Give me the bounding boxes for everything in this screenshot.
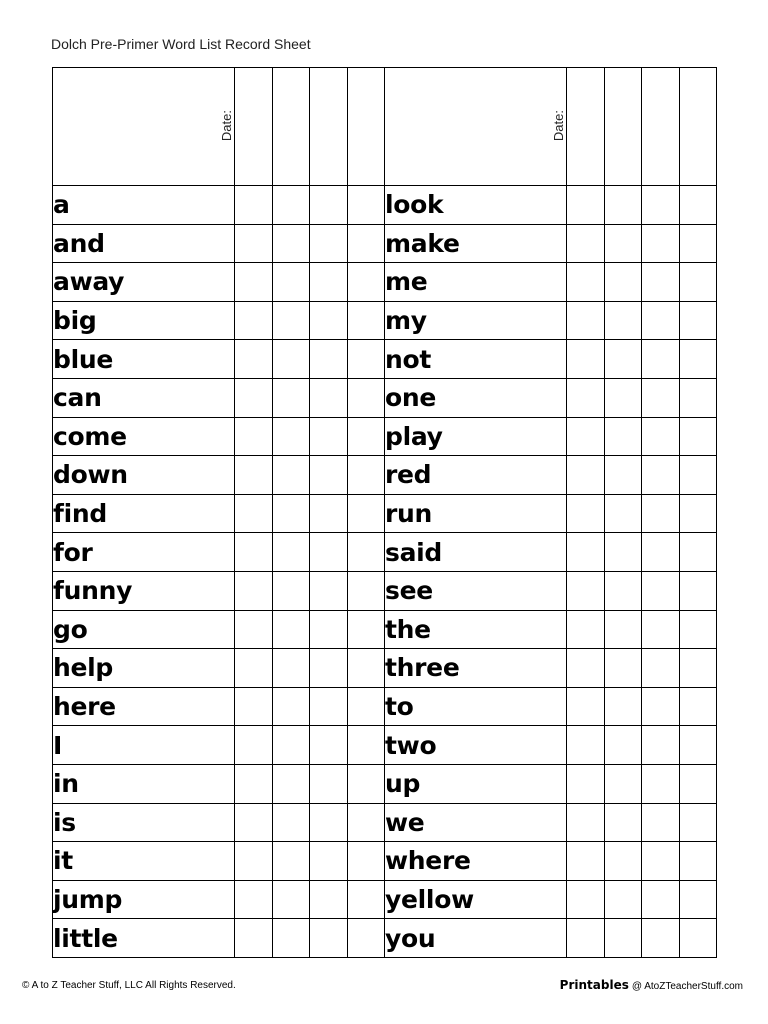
check-cell[interactable] xyxy=(235,880,273,919)
word-cell: can xyxy=(53,378,235,417)
check-cell[interactable] xyxy=(272,417,310,456)
check-cell[interactable] xyxy=(567,687,605,726)
word-cell: big xyxy=(53,301,235,340)
check-cell[interactable] xyxy=(642,494,680,533)
check-cell[interactable] xyxy=(272,880,310,919)
word-cell: come xyxy=(53,417,235,456)
word-cell: not xyxy=(385,340,567,379)
footer-brand xyxy=(560,978,743,992)
word-cell: said xyxy=(385,533,567,572)
check-cell[interactable] xyxy=(347,417,385,456)
check-cell[interactable] xyxy=(679,378,717,417)
check-cell[interactable] xyxy=(567,224,605,263)
check-cell[interactable] xyxy=(310,263,348,302)
check-cell[interactable] xyxy=(604,494,642,533)
word-cell: yellow xyxy=(385,880,567,919)
check-cell[interactable] xyxy=(604,919,642,958)
word-cell: two xyxy=(385,726,567,765)
check-cell[interactable] xyxy=(272,68,310,186)
word-cell: my xyxy=(385,301,567,340)
word-cell: you xyxy=(385,919,567,958)
check-cell[interactable] xyxy=(679,494,717,533)
check-cell[interactable] xyxy=(235,764,273,803)
check-cell[interactable] xyxy=(604,378,642,417)
check-cell[interactable] xyxy=(567,571,605,610)
check-cell[interactable] xyxy=(235,726,273,765)
check-cell[interactable] xyxy=(347,726,385,765)
check-cell[interactable] xyxy=(310,417,348,456)
check-cell[interactable] xyxy=(347,224,385,263)
check-cell[interactable] xyxy=(604,224,642,263)
word-cell: the xyxy=(385,610,567,649)
word-cell: and xyxy=(53,224,235,263)
word-row xyxy=(53,610,717,649)
check-cell[interactable] xyxy=(310,224,348,263)
word-cell: three xyxy=(385,649,567,688)
check-cell[interactable] xyxy=(642,880,680,919)
check-cell[interactable] xyxy=(235,533,273,572)
word-cell: a xyxy=(53,186,235,225)
record-table xyxy=(52,67,717,958)
word-cell: where xyxy=(385,842,567,881)
check-cell[interactable] xyxy=(272,533,310,572)
check-cell[interactable] xyxy=(235,803,273,842)
word-cell: we xyxy=(385,803,567,842)
word-row xyxy=(53,919,717,958)
check-cell[interactable] xyxy=(604,186,642,225)
word-row xyxy=(53,764,717,803)
check-cell[interactable] xyxy=(642,649,680,688)
check-cell[interactable] xyxy=(235,919,273,958)
header-row xyxy=(53,68,717,186)
word-row xyxy=(53,494,717,533)
word-row xyxy=(53,726,717,765)
check-cell[interactable] xyxy=(567,610,605,649)
word-row xyxy=(53,340,717,379)
word-cell: play xyxy=(385,417,567,456)
check-cell[interactable] xyxy=(567,263,605,302)
check-cell[interactable] xyxy=(347,803,385,842)
check-cell[interactable] xyxy=(310,764,348,803)
check-cell[interactable] xyxy=(310,378,348,417)
check-cell[interactable] xyxy=(679,186,717,225)
check-cell[interactable] xyxy=(347,764,385,803)
page-title: Dolch Pre-Primer Word List Record Sheet xyxy=(51,36,311,52)
check-cell[interactable] xyxy=(347,456,385,495)
check-cell[interactable] xyxy=(679,649,717,688)
word-cell: I xyxy=(53,726,235,765)
check-cell[interactable] xyxy=(347,378,385,417)
check-cell[interactable] xyxy=(235,186,273,225)
word-row xyxy=(53,378,717,417)
word-cell: run xyxy=(385,494,567,533)
check-cell[interactable] xyxy=(347,340,385,379)
check-cell[interactable] xyxy=(604,649,642,688)
check-cell[interactable] xyxy=(679,68,717,186)
check-cell[interactable] xyxy=(272,610,310,649)
word-cell: to xyxy=(385,687,567,726)
check-cell[interactable] xyxy=(567,842,605,881)
check-cell[interactable] xyxy=(272,263,310,302)
check-cell[interactable] xyxy=(567,186,605,225)
check-cell[interactable] xyxy=(604,880,642,919)
word-row xyxy=(53,224,717,263)
check-cell[interactable] xyxy=(642,842,680,881)
check-cell[interactable] xyxy=(347,842,385,881)
check-cell[interactable] xyxy=(567,919,605,958)
check-cell[interactable] xyxy=(235,610,273,649)
check-cell[interactable] xyxy=(310,186,348,225)
check-cell[interactable] xyxy=(642,224,680,263)
check-cell[interactable] xyxy=(642,610,680,649)
check-cell[interactable] xyxy=(604,68,642,186)
check-cell[interactable] xyxy=(679,726,717,765)
check-cell[interactable] xyxy=(567,803,605,842)
check-cell[interactable] xyxy=(604,533,642,572)
word-cell: red xyxy=(385,456,567,495)
word-row xyxy=(53,417,717,456)
site-label: @ AtoZTeacherStuff.com xyxy=(631,981,743,992)
check-cell[interactable] xyxy=(235,224,273,263)
check-cell[interactable] xyxy=(235,687,273,726)
check-cell[interactable] xyxy=(679,610,717,649)
check-cell[interactable] xyxy=(642,186,680,225)
word-cell: funny xyxy=(53,571,235,610)
check-cell[interactable] xyxy=(310,571,348,610)
word-row xyxy=(53,687,717,726)
check-cell[interactable] xyxy=(235,494,273,533)
check-cell[interactable] xyxy=(310,726,348,765)
check-cell[interactable] xyxy=(235,417,273,456)
word-row xyxy=(53,533,717,572)
word-cell: away xyxy=(53,263,235,302)
check-cell[interactable] xyxy=(642,263,680,302)
check-cell[interactable] xyxy=(272,378,310,417)
word-row xyxy=(53,842,717,881)
check-cell[interactable] xyxy=(642,301,680,340)
check-cell[interactable] xyxy=(310,880,348,919)
check-cell[interactable] xyxy=(679,919,717,958)
check-cell[interactable] xyxy=(272,764,310,803)
check-cell[interactable] xyxy=(567,533,605,572)
check-cell[interactable] xyxy=(567,378,605,417)
check-cell[interactable] xyxy=(347,68,385,186)
check-cell[interactable] xyxy=(235,571,273,610)
check-cell[interactable] xyxy=(235,263,273,302)
word-cell: look xyxy=(385,186,567,225)
word-cell: see xyxy=(385,571,567,610)
check-cell[interactable] xyxy=(567,764,605,803)
check-cell[interactable] xyxy=(310,301,348,340)
word-cell: down xyxy=(53,456,235,495)
check-cell[interactable] xyxy=(567,649,605,688)
check-cell[interactable] xyxy=(272,687,310,726)
check-cell[interactable] xyxy=(310,494,348,533)
check-cell[interactable] xyxy=(604,842,642,881)
word-cell: find xyxy=(53,494,235,533)
check-cell[interactable] xyxy=(604,417,642,456)
check-cell[interactable] xyxy=(567,68,605,186)
word-row xyxy=(53,186,717,225)
check-cell[interactable] xyxy=(679,842,717,881)
check-cell[interactable] xyxy=(347,687,385,726)
check-cell[interactable] xyxy=(567,301,605,340)
check-cell[interactable] xyxy=(679,456,717,495)
check-cell[interactable] xyxy=(604,687,642,726)
check-cell[interactable] xyxy=(347,263,385,302)
check-cell[interactable] xyxy=(347,186,385,225)
word-cell: help xyxy=(53,649,235,688)
check-cell[interactable] xyxy=(310,68,348,186)
check-cell[interactable] xyxy=(642,764,680,803)
check-cell[interactable] xyxy=(642,68,680,186)
check-cell[interactable] xyxy=(642,803,680,842)
word-cell: for xyxy=(53,533,235,572)
check-cell[interactable] xyxy=(604,263,642,302)
check-cell[interactable] xyxy=(347,494,385,533)
word-cell: is xyxy=(53,803,235,842)
check-cell[interactable] xyxy=(310,610,348,649)
check-cell[interactable] xyxy=(310,533,348,572)
check-cell[interactable] xyxy=(310,687,348,726)
check-cell[interactable] xyxy=(272,186,310,225)
check-cell[interactable] xyxy=(272,340,310,379)
check-cell[interactable] xyxy=(347,301,385,340)
check-cell[interactable] xyxy=(679,880,717,919)
word-row xyxy=(53,571,717,610)
check-cell[interactable] xyxy=(642,919,680,958)
check-cell[interactable] xyxy=(642,456,680,495)
check-cell[interactable] xyxy=(679,340,717,379)
check-cell[interactable] xyxy=(272,224,310,263)
check-cell[interactable] xyxy=(272,842,310,881)
word-row xyxy=(53,649,717,688)
check-cell[interactable] xyxy=(604,340,642,379)
check-cell[interactable] xyxy=(604,456,642,495)
check-cell[interactable] xyxy=(679,301,717,340)
check-cell[interactable] xyxy=(310,842,348,881)
word-cell: jump xyxy=(53,880,235,919)
check-cell[interactable] xyxy=(642,378,680,417)
word-cell: make xyxy=(385,224,567,263)
check-cell[interactable] xyxy=(235,456,273,495)
check-cell[interactable] xyxy=(679,687,717,726)
check-cell[interactable] xyxy=(567,494,605,533)
check-cell[interactable] xyxy=(235,68,273,186)
check-cell[interactable] xyxy=(679,417,717,456)
date-label: Date: xyxy=(219,110,234,142)
check-cell[interactable] xyxy=(567,340,605,379)
check-cell[interactable] xyxy=(642,571,680,610)
word-row xyxy=(53,263,717,302)
check-cell[interactable] xyxy=(235,340,273,379)
check-cell[interactable] xyxy=(642,533,680,572)
check-cell[interactable] xyxy=(235,649,273,688)
check-cell[interactable] xyxy=(642,726,680,765)
check-cell[interactable] xyxy=(679,764,717,803)
check-cell[interactable] xyxy=(310,340,348,379)
word-cell: one xyxy=(385,378,567,417)
check-cell[interactable] xyxy=(679,803,717,842)
word-cell: little xyxy=(53,919,235,958)
check-cell[interactable] xyxy=(272,649,310,688)
check-cell[interactable] xyxy=(235,378,273,417)
word-row xyxy=(53,456,717,495)
check-cell[interactable] xyxy=(679,571,717,610)
check-cell[interactable] xyxy=(272,494,310,533)
word-cell: blue xyxy=(53,340,235,379)
date-label: Date: xyxy=(551,110,566,142)
check-cell[interactable] xyxy=(347,610,385,649)
word-cell: in xyxy=(53,764,235,803)
word-row xyxy=(53,301,717,340)
check-cell[interactable] xyxy=(310,649,348,688)
check-cell[interactable] xyxy=(642,687,680,726)
check-cell[interactable] xyxy=(567,726,605,765)
check-cell[interactable] xyxy=(604,764,642,803)
word-row xyxy=(53,803,717,842)
check-cell[interactable] xyxy=(272,803,310,842)
check-cell[interactable] xyxy=(272,456,310,495)
brand-label: Printables xyxy=(559,978,629,992)
copyright-text: © A to Z Teacher Stuff, LLC All Rights Reserved. xyxy=(22,980,236,991)
word-cell: here xyxy=(53,687,235,726)
word-cell: it xyxy=(53,842,235,881)
check-cell[interactable] xyxy=(272,571,310,610)
date-header-right xyxy=(385,68,567,186)
check-cell[interactable] xyxy=(310,456,348,495)
check-cell[interactable] xyxy=(679,263,717,302)
check-cell[interactable] xyxy=(272,919,310,958)
check-cell[interactable] xyxy=(272,726,310,765)
check-cell[interactable] xyxy=(235,301,273,340)
check-cell[interactable] xyxy=(642,340,680,379)
check-cell[interactable] xyxy=(604,726,642,765)
word-cell: go xyxy=(53,610,235,649)
check-cell[interactable] xyxy=(604,803,642,842)
check-cell[interactable] xyxy=(347,571,385,610)
word-row xyxy=(53,880,717,919)
check-cell[interactable] xyxy=(310,803,348,842)
check-cell[interactable] xyxy=(567,456,605,495)
check-cell[interactable] xyxy=(567,417,605,456)
word-cell: me xyxy=(385,263,567,302)
check-cell[interactable] xyxy=(347,533,385,572)
check-cell[interactable] xyxy=(604,571,642,610)
check-cell[interactable] xyxy=(604,301,642,340)
word-cell: up xyxy=(385,764,567,803)
check-cell[interactable] xyxy=(235,842,273,881)
check-cell[interactable] xyxy=(567,880,605,919)
check-cell[interactable] xyxy=(347,880,385,919)
check-cell[interactable] xyxy=(272,301,310,340)
check-cell[interactable] xyxy=(679,224,717,263)
check-cell[interactable] xyxy=(679,533,717,572)
check-cell[interactable] xyxy=(310,919,348,958)
check-cell[interactable] xyxy=(347,919,385,958)
check-cell[interactable] xyxy=(347,649,385,688)
date-header-left xyxy=(53,68,235,186)
check-cell[interactable] xyxy=(604,610,642,649)
check-cell[interactable] xyxy=(642,417,680,456)
